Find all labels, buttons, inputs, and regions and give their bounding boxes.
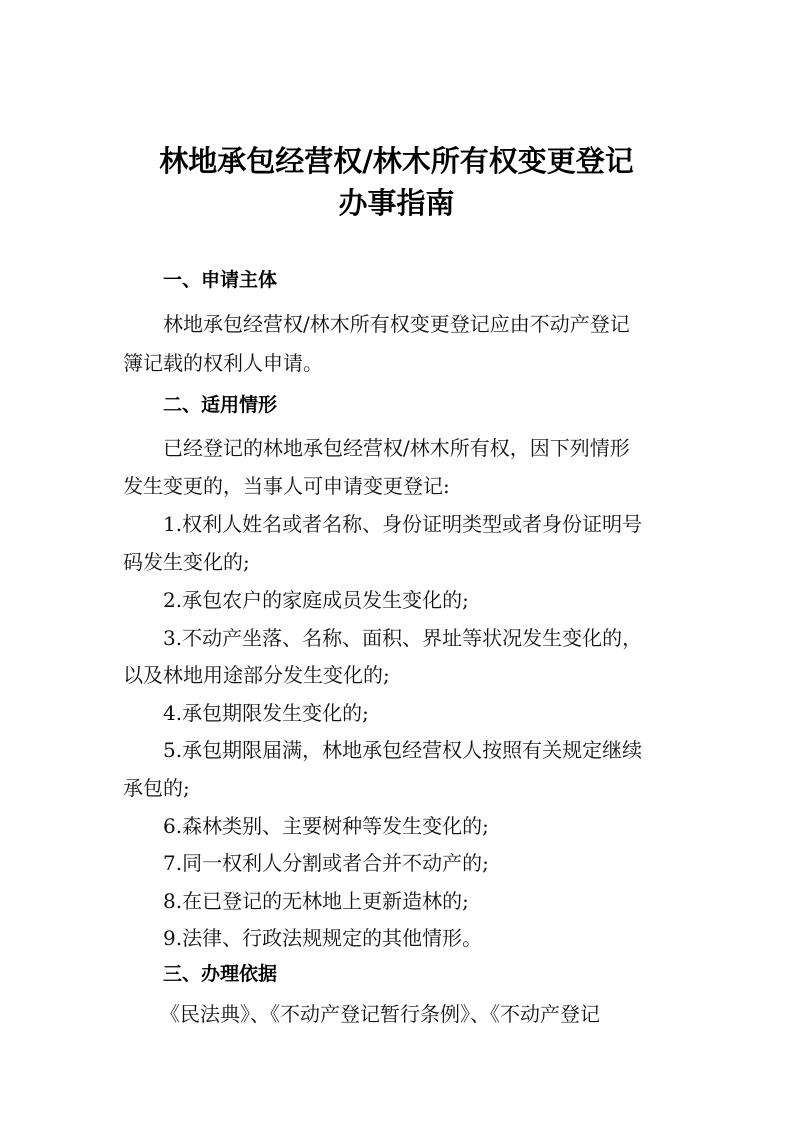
applicant-paragraph-line-2: 簿记载的权利人申请。 [123, 351, 323, 375]
section-heading-applicable-cases: 二、适用情形 [163, 394, 278, 416]
case-item-6: 6.森林类别、主要树种等发生变化的; [163, 814, 489, 838]
applicant-paragraph-line-1: 林地承包经营权/林木所有权变更登记应由不动产登记 [163, 312, 630, 336]
case-item-5-line-1: 5.承包期限届满，林地承包经营权人按照有关规定继续 [163, 738, 643, 762]
case-item-1-line-2: 码发生变化的; [123, 550, 250, 574]
section-heading-legal-basis: 三、办理依据 [163, 963, 278, 985]
case-item-8: 8.在已登记的无林地上更新造林的; [163, 889, 469, 913]
legal-basis-paragraph-line-1: 《民法典》、《不动产登记暂行条例》、《不动产登记 [160, 1002, 600, 1026]
case-item-7: 7.同一权利人分割或者合并不动产的; [163, 851, 489, 875]
case-item-3-line-1: 3.不动产坐落、名称、面积、界址等状况发生变化的， [163, 626, 643, 650]
cases-intro-line-2: 发生变更的，当事人可申请变更登记: [123, 474, 450, 498]
case-item-1-line-1: 1.权利人姓名或者名称、身份证明类型或者身份证明号 [163, 512, 643, 536]
case-item-4: 4.承包期限发生变化的; [163, 701, 369, 725]
case-item-2: 2.承包农户的家庭成员发生变化的; [163, 588, 469, 612]
section-heading-applicant: 一、申请主体 [163, 269, 278, 291]
cases-intro-line-1: 已经登记的林地承包经营权/林木所有权，因下列情形 [163, 436, 630, 460]
document-title-line-2: 办事指南 [338, 186, 455, 220]
case-item-5-line-2: 承包的; [123, 776, 190, 800]
case-item-3-line-2: 以及林地用途部分发生变化的; [123, 663, 390, 687]
document-title-line-1: 林地承包经营权/林木所有权变更登记 [159, 144, 634, 178]
case-item-9: 9.法律、行政法规规定的其他情形。 [163, 926, 483, 950]
